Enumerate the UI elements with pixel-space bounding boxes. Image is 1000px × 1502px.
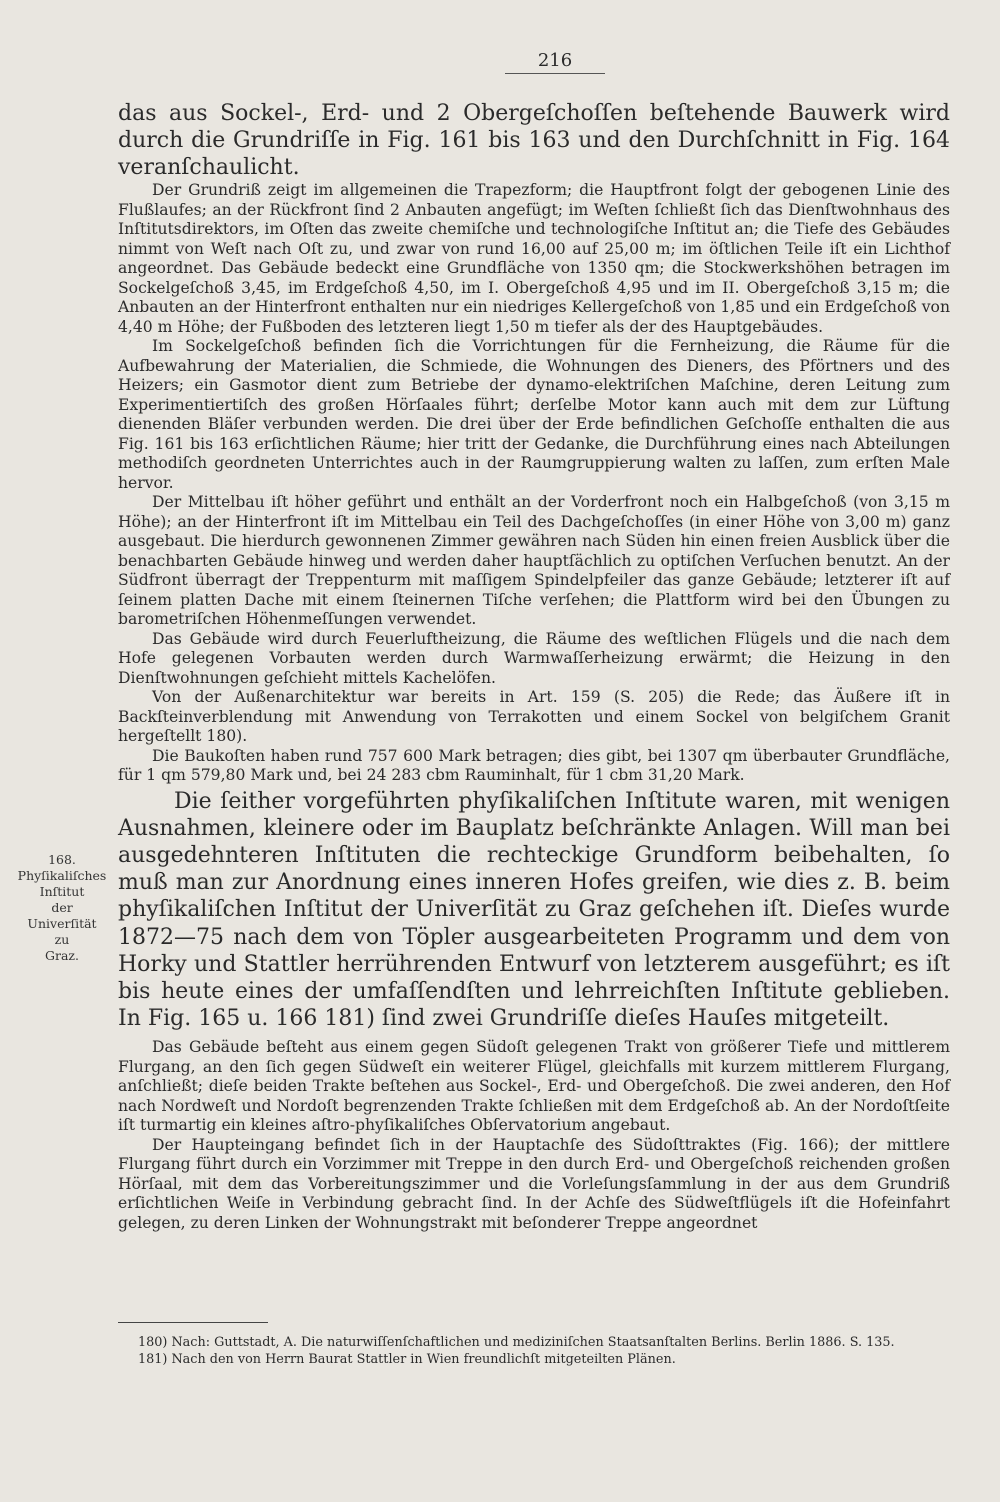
margin-note-line: Inſtitut: [39, 884, 85, 899]
margin-note-line: zu: [54, 932, 70, 947]
paragraph: Der Haupteingang befindet ſich in der Hauptachſe des Südoſttraktes (Fig. 166); der mittlere Flurgang führt durch ein Vorzimmer mit Treppe in den durch Erd- und Obergeſchoß reichenden großen Hörſaal, mit dem das Vorbereitungszimmer und die Vorleſungsſammlung in der aus dem Grundriß erſichtlichen Weiſe in Verbindung gebracht ſind. In der Achſe des Südweſtflügels iſt die Hofeinfahrt gelegen, zu deren Linken der Wohnungstrakt mit beſonderer Treppe angeordnet: [118, 1135, 950, 1232]
margin-note-line: Graz.: [45, 948, 79, 963]
footnotes: [138, 1334, 928, 1368]
margin-note-line: der: [51, 900, 73, 915]
paragraph: Von der Außenarchitektur war bereits in Art. 159 (S. 205) die Rede; das Äußere iſt in Backſteinverblendung mit Anwendung von Terrakotten und einem Sockel von belgiſchem Granit hergeſtellt 180).: [118, 688, 950, 745]
margin-note-line: Phyſikaliſches: [17, 868, 107, 883]
paragraph: Der Grundriß zeigt im allgemeinen die Trapezform; die Hauptfront folgt der gebogenen Linie des Flußlaufes; an der Rückfront ſind 2 Anbauten angefügt; im Weſten ſchließt ſich das Dienſtwohnhaus des Inſtitutsdirektors, im Oſten das zweite chemiſche und technologiſche Inſtitut an; die Tiefe des Gebäudes nimmt von Weſt nach Oſt zu, und zwar von rund 16,00 auf 25,00 m; im öſtlichen Teile iſt ein Lichthof angeordnet. Das Gebäude bedeckt eine Grundfläche von 1350 qm; die Stockwerkshöhen betragen im Sockelgeſchoß 3,45, im Erdgeſchoß 4,50, im I. Obergeſchoß 4,95 und im II. Obergeſchoß 3,15 m; die Anbauten an der Hinterfront enthalten nur ein niedriges Kellergeſchoß von 1,85 und ein Erdgeſchoß von 4,40 m Höhe; der Fußboden des letzteren liegt 1,50 m tiefer als der des Hauptgebäudes.: [118, 181, 950, 336]
paragraph: Die Baukoſten haben rund 757 600 Mark betragen; dies gibt, bei 1307 qm überbauter Grundfläche, für 1 qm 579,80 Mark und, bei 24 283 cbm Rauminhalt, für 1 cbm 31,20 Mark.: [118, 746, 950, 784]
footnote-181: 181) Nach den von Herrn Baurat Stattler in Wien freundlichſt mitgeteilten Plänen.: [138, 1352, 676, 1367]
paragraph: Das Gebäude beſteht aus einem gegen Südoſt gelegenen Trakt von größerer Tiefe und mittlerem Flurgang, an den ſich gegen Südweſt ein weiterer Flügel, gleichfalls mit kurzem mittlerem Flurgang, anſchließt; dieſe beiden Trakte beſtehen aus Sockel-, Erd- und Obergeſchoß. Die zwei anderen, den Hof nach Nordweſt und Nordoſt begrenzenden Trakte ſchließen mit dem Erdgeſchoß ab. An der Nordoſtſeite iſt turmartig ein kleines aſtro-phyſikaliſches Obſervatorium angebaut.: [118, 1038, 950, 1135]
margin-note-line: Univerſität: [27, 916, 97, 931]
footnote-180: 180) Nach: Guttstadt, A. Die naturwiſſenſchaftlichen und mediziniſchen Staatsanſtalten Berlins. Berlin 1886. S. 135.: [138, 1335, 895, 1350]
footnote-divider: [118, 1322, 268, 1323]
paragraph: Das Gebäude wird durch Feuerluftheizung, die Räume des weſtlichen Flügels und die nach dem Hofe gelegenen Vorbauten werden durch Warmwaſſerheizung erwärmt; die Heizung in den Dienſtwohnungen geſchieht mittels Kachelöfen.: [118, 629, 950, 687]
margin-note: [14, 852, 110, 964]
margin-note-number: 168.: [48, 852, 76, 867]
paragraph: Der Mittelbau iſt höher geführt und enthält an der Vorderfront noch ein Halbgeſchoß (von 3,15 m Höhe); an der Hinterfront iſt im Mittelbau ein Teil des Dachgeſchoſſes (in einer Höhe von 3,00 m) ganz ausgebaut. Die hierdurch gewonnenen Zimmer gewähren nach Süden hin einen freien Ausblick über die benachbarten Gebäude hinweg und werden daher hauptſächlich zu optiſchen Verſuchen benutzt. An der Südfront überragt der Treppenturm mit maſſigem Spindelpfeiler das ganze Gebäude; letzterer iſt auf ſeinem platten Dache mit einem ſteinernen Tiſche verſehen; die Plattform wird bei den Übungen zu barometriſchen Höhenmeſſungen verwendet.: [118, 493, 950, 628]
paragraph-section-168: Die ſeither vorgeführten phyſikaliſchen Inſtitute waren, mit wenigen Ausnahmen, kleinere oder im Bauplatz beſchränkte Anlagen. Will man bei ausgedehnteren Inſtituten die rechteckige Grundform beibehalten, ſo muß man zur Anordnung eines inneren Hofes greifen, wie dies z. B. beim phyſikaliſchen Inſtitut der Univerſität zu Graz geſchehen iſt. Dieſes wurde 1872—75 nach dem von Töpler ausgearbeiteten Programm und dem von Horky und Stattler herrührenden Entwurf von letzterem ausgeführt; es iſt bis heute eines der umfaſſendſten und lehrreichſten Inſtitute geblieben. In Fig. 165 u. 166 181) ſind zwei Grundriſſe dieſes Hauſes mitgeteilt.: [118, 788, 950, 1032]
paragraph: Im Sockelgeſchoß befinden ſich die Vorrichtungen für die Fernheizung, die Räume für die Aufbewahrung der Materialien, die Schmiede, die Wohnungen des Dieners, des Pförtners und des Heizers; ein Gasmotor dient zum Betriebe der dynamo-elektriſchen Maſchine, deren Leitung zum Experimentiertiſch des großen Hörſaales führt; derſelbe Motor kann auch mit dem zur Lüftung dienenden Bläſer verbunden werden. Die drei über der Erde befindlichen Geſchoſſe enthalten die aus Fig. 161 bis 163 erſichtlichen Räume; hier tritt der Gedanke, die Durchführung eines nach Abteilungen methodiſch geordneten Unterrichtes auch in der Raumgruppierung walten zu laſſen, zum erſten Male hervor.: [118, 337, 950, 492]
paragraph: das aus Sockel-, Erd- und 2 Obergeſchoſſen beſtehende Bauwerk wird durch die Grundriſſe in Fig. 161 bis 163 und den Durchſchnitt in Fig. 164 veranſchaulicht.: [118, 101, 950, 180]
main-text: [118, 100, 950, 1233]
page-number: 216: [505, 50, 605, 74]
